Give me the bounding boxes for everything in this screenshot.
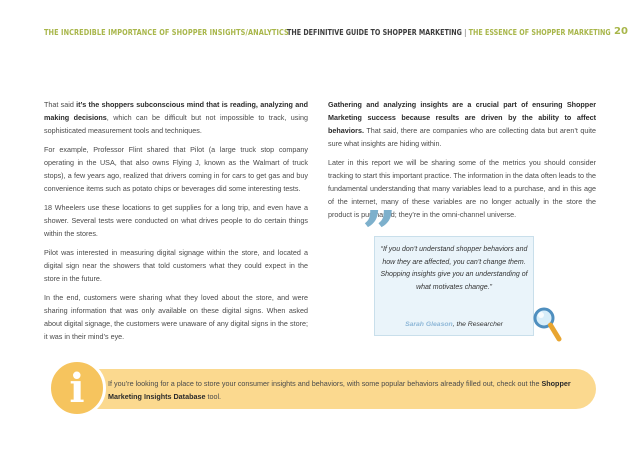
- running-title-right: [287, 28, 611, 37]
- magnifier-icon: [532, 306, 562, 342]
- paragraph: Pilot was interested in measuring digital signage within the store, and located a digital sign near the showers that told customers what they could expect in the store in the future.: [44, 248, 308, 283]
- guide-title: THE DEFINITIVE GUIDE TO SHOPPER MARKETING: [287, 28, 462, 37]
- info-banner-text: [108, 377, 592, 403]
- paragraph-emphasis: it’s the shoppers subconscious mind that is reading, analyzing and making decisions: [44, 100, 309, 122]
- info-text: tool.: [205, 392, 222, 401]
- running-title-left: THE INCREDIBLE IMPORTANCE OF SHOPPER INSIGHTS/ANALYTICS: [44, 28, 289, 37]
- left-column: [44, 98, 308, 349]
- paragraph: For example, Professor Flint shared that Pilot (a large truck stop company operating in the USA, that also owns Flying J, known as the Walmart of truck stops), a few years ago, realized that drivers coming in for cars to get gas and buy convenience items such as potato chips or beverages did some interesting tests.: [44, 145, 308, 193]
- quote-mark-icon: ”: [362, 199, 397, 269]
- paragraph: [44, 98, 308, 137]
- paragraph-emphasis: Gathering and analyzing insights are a crucial part of ensuring Shopper Marketing success because results are driven by the ability to affect behaviors.: [328, 100, 596, 135]
- section-title: THE ESSENCE OF SHOPPER MARKETING: [468, 28, 611, 37]
- pull-quote: [362, 199, 546, 342]
- paragraph: In the end, customers were sharing what they loved about the store, and were sharing information that was only available on these digital signs. When asked about digital signage, the customers were unaware of any digital signs in the store; it was in their mind’s eye.: [44, 293, 308, 341]
- paragraph-text: That said, there are companies who are collecting data but aren’t quite sure what insights are hiding within.: [328, 126, 596, 148]
- title-separator: |: [461, 28, 469, 37]
- paragraph: Later in this report we will be sharing some of the metrics you should consider tracking to start this important practice. The information in the data often leads to the fundamental understanding that many variables lead to a purchase, and in this age of the internet, many of these variables are no longer actually in the store the product is purchased; they’re in the omni-channel universe.: [328, 158, 596, 219]
- info-text: If you’re looking for a place to store your consumer insights and behaviors, with some popular behaviors already filled out, check out the: [108, 379, 542, 388]
- paragraph: [328, 98, 596, 150]
- quote-author-role: , the Researcher: [452, 321, 503, 328]
- quote-text: “If you don’t understand shopper behaviors and how they are affected, you can’t change them. Shopping insights give you an understanding of what motivates change.”: [380, 246, 528, 291]
- paragraph: 18 Wheelers use these locations to get supplies for a long trip, and even have a shower. Several tests were conducted on what drives people to do certain things within the stores.: [44, 203, 308, 238]
- paragraph-text: That said: [44, 100, 77, 109]
- info-icon: [48, 359, 106, 417]
- page-header: [0, 0, 638, 37]
- info-icon-letter: i: [69, 365, 85, 412]
- database-tool-link[interactable]: Shopper Marketing Insights Database: [108, 379, 571, 401]
- quote-author-name: Sarah Gleason: [405, 321, 453, 328]
- paragraph-text: , which can be difficult but not impossible to track, using sophisticated measurement tools and techniques.: [44, 113, 308, 135]
- page-number: 20: [614, 26, 628, 37]
- quote-attribution: [380, 321, 528, 328]
